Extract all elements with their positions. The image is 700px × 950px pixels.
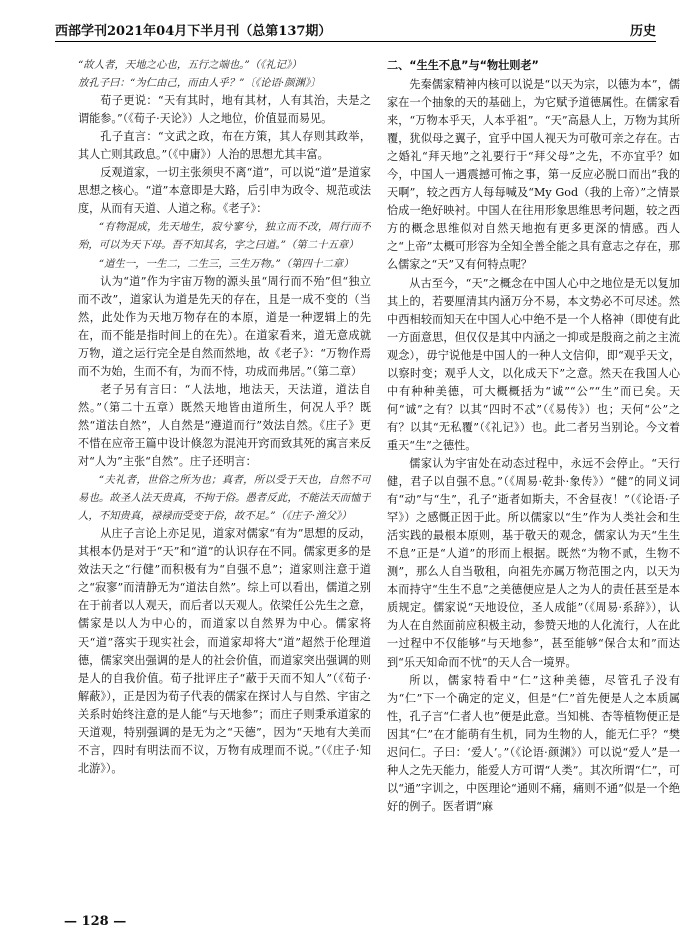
body-paragraph: 老子另有言曰：“人法地，地法天，天法道，道法自然。”（第二十五章）既然天地皆由道所生，何况人乎？既然“道法自然”，人自然是“遵道而行”效法自然。《庄子》更不惜在应帝王篇中设计倏忽为混沌开窍而致其死的寓言来反对“人为”主张“自然”。庄子还明言： <box>78 382 371 469</box>
section-heading: 二、“生生不息”与“物壮则老” <box>387 59 539 72</box>
quote-paragraph: “夫礼者，世俗之所为也；真者，所以受于天也，自然不可易也。故圣人法天贵真，不拘于俗。愚者反此，不能法天而恤于人，不知贵真，禄禄而受变于俗，故不足。”（《庄子·渔父》） <box>78 474 371 523</box>
body-paragraph: 孔子直言：“文武之政，布在方策，其人存则其政举，其人亡则其政息。”（《中庸》）人治的思想尤其丰富。 <box>78 130 371 162</box>
section-label: 历史 <box>629 24 656 39</box>
journal-title: 西部学刊2021年04月下半月刊（总第137期） <box>55 24 332 39</box>
page-header <box>0 0 700 46</box>
header-rule <box>55 41 656 42</box>
body-paragraph: 荀子更说：“天有其时，地有其材，人有其治，夫是之谓能参。”（《荀子·天论》）人之地位，价值显而易见。 <box>78 94 371 126</box>
quote-paragraph: “有物混成，先天地生，寂兮寥兮，独立而不改，周行而不殆，可以为天下母。吾不知其名，字之曰道。”（第二十五章） <box>78 221 371 252</box>
quote-paragraph: 放孔子曰：“为仁由己，而由人乎？”〔《论语·颜渊》〕 <box>78 77 321 90</box>
body-paragraph: 反观道家，一切主张须臾不离“道”，可以说“道”是道家思想之核心。“道”本意即是大路，后引申为政令、规范或法度，从而有天道、人道之称。《老子》： <box>78 166 371 216</box>
body-paragraph: 所以，儒家特看中“仁”这种美德，尽管孔子没有为“仁”下一个确定的定义，但是“仁”首先便是人之本质属性，孔子言“仁者人也”便是此意。当知桃、杏等植物便正是因其“仁”在才能萌有生机，同为生物的人，能无仁乎？“樊迟问仁。子曰：‘爱人’。”（《论语·颜渊》）可以说“爱人”是一种人之先天能力，能爱人方可谓“人类”。其次所谓“仁”，可以“通”字训之，中医理论“通则不痛，痛则不通”似是一个绝好的例子。医者谓“麻 <box>387 673 680 813</box>
body-paragraph: 从庄子言论上亦足见，道家对儒家“有为”思想的反动，其根本仍是对于“天”和“道”的认识存在不同。儒家更多的是效法天之“行健”而积极有为“自强不息”；道家则注意于道之“寂寥”而清静无为“道法自然”。综上可以看出，儒道之别在于前者以人观天，而后者以天观人。依梁任公先生之意，儒家是以人为中心的，而道家以自然界为中心。儒家将天“道”落实于现实社会，而道家却将大“道”超然于伦理道德，儒家突出强调的是人的社会价值，而道家突出强调的则是人的自我价值。荀子批评庄子“蔽于天而不知人”（《荀子·解蔽》），正是因为荀子代表的儒家在探讨人与自然、宇宙之关系时始终注意的是人能“与天地参”；而庄子则秉承道家的天道观，特别强调的是无为之“天德”，因为“天地有大美而不言，四时有明法而不议，万物有成理而不说。”（《庄子·知北游》）。 <box>78 527 371 775</box>
body-paragraph: 从古至今，“天”之概念在中国人心中之地位是无以复加其上的，若要厘清其内涵万分不易，本文势必不可尽述。然中西相较而知天在中国人心中绝不是一个人格神（即使有此一方面意思，但仅仅是其中内涵之一抑或是殷商之前之主流观念），毋宁说他是中国人的一种人文信仰，即“观乎天文，以察时变；观乎人文，以化成天下”之意。然天在我国人心中有种种美德，可大概概括为“诚”“公”“生”而已矣。天何“诚”之有？以其“四时不忒”（《易传》）也；天何“公”之有？以其“无私覆”（《礼记》）也。此二者另当别论。今文着重天“生”之德性。 <box>387 276 680 452</box>
quote-paragraph: “道生一，一生二，二生三，三生万物。”（第四十二章） <box>98 257 354 270</box>
body-paragraph: 认为“道”作为宇宙万物的源头虽“周行而不殆”但“独立而不改”，道家认为道是先天的存在，且是一成不变的（当然，此处作为天地万物存在的本原，道是一种逻辑上的先在，而不能是指时间上的在先）。在道家看来，道无意成就万物，道之运行完全是自然而然地，故《老子》：“万物作焉而不为始，生而不有，为而不恃，功成而弗居。”（第二章） <box>78 274 371 378</box>
page-number: — 128 — <box>64 914 127 929</box>
quote-paragraph: “故人者，天地之心也，五行之端也。”（《礼记》） <box>78 59 302 71</box>
body-paragraph: 先秦儒家精神内核可以说是“以天为宗，以德为本”，儒家在一个抽象的天的基础上，为它赋予道德属性。在儒家看来，“万物本乎天，人本乎祖”。“天”高悬人上，万物为其所覆，犹似母之翼子，宜乎中国人视天为可敬可亲之存在。古之婚礼“拜天地”之礼要行于“拜父母”之先，不亦宜乎？如今，中国人一遇震撼可怖之事，第一反应必脱口而出“我的天啊”，较之西方人每每喊及“My God（我的上帝）”之情景恰成一绝好映衬。中国人在往用形象思维思考问题，较之西方的概念思维似对自然天地抱有更多更深的情感。西人之“上帝”太概可形容为全知全善全能之具有意志之存在，那么儒家之“天”又有何特点呢？ <box>387 78 680 272</box>
body-paragraph: 儒家认为宇宙处在动态过程中，永远不会停止。“天行健，君子以自强不息。”（《周易·乾卦·象传》）“健”的同义词有“动”与“生”，孔子“逝者如斯夫，不舍昼夜！”（《论语·子罕》）之感慨正因于此。所以儒家以“生”作为人类社会和生活实践的最根本原则，基于敬天的观念，儒家认为天“生生不息”正是“人道”的形而上根据。既然“为物不贰，生物不测”，那么人自当敬租，向祖先亦属万物范围之内，以天为本而持守“生生不息”之美德便应是人之为人的责任甚至是本质规定。儒家说“天地设位，圣人成能”（《周易·系辞》），认为人在自然面前应积极主动，参赞天地的人化流行，人在此一过程中不仅能够“与天地参”，甚至能够“保合太和”而达到“乐天知命而不忧”的天人合一境界。 <box>387 456 680 669</box>
right-column <box>387 56 680 906</box>
left-column <box>78 56 371 906</box>
